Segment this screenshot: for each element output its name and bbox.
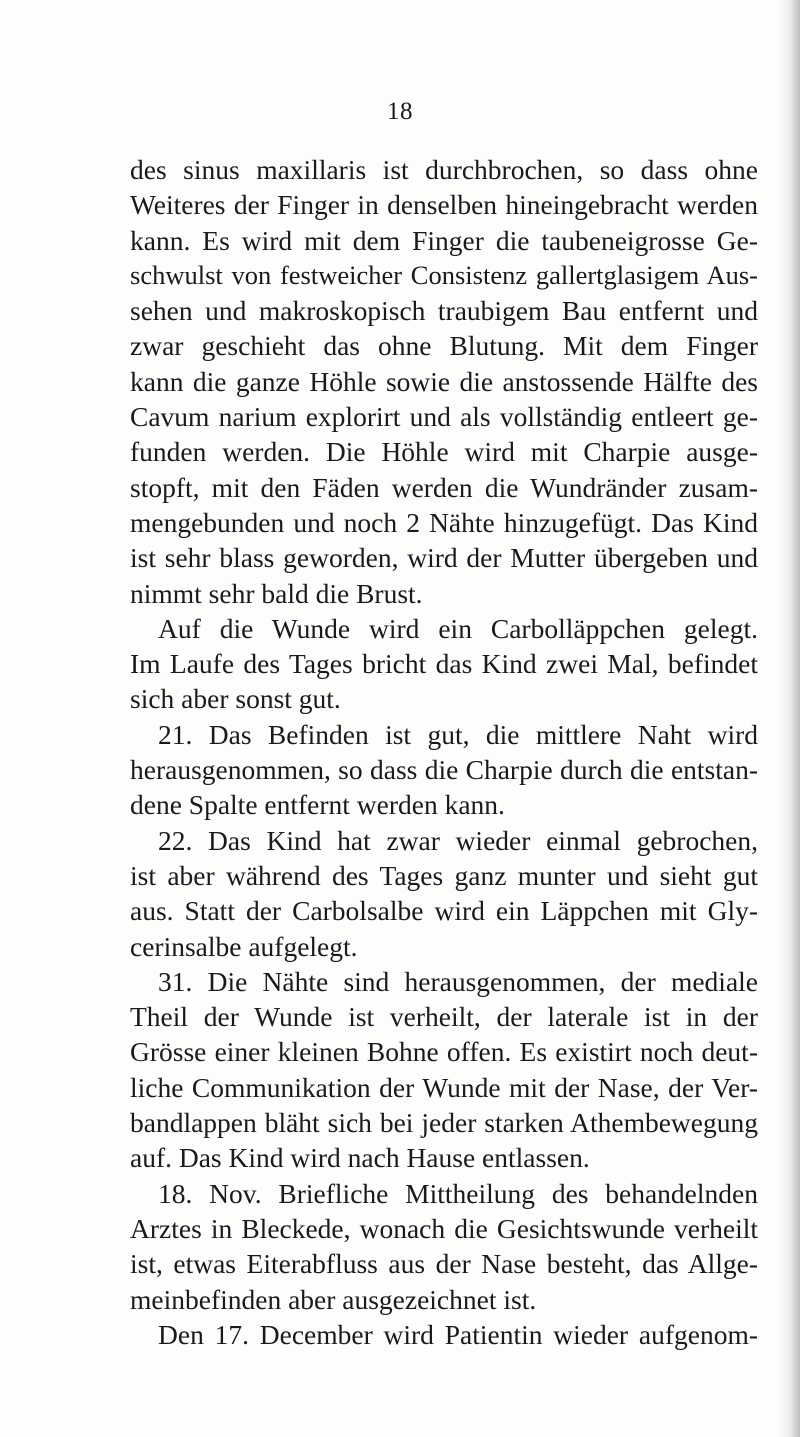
text-line: sich aber sonst gut. xyxy=(130,683,341,715)
text-line: meinbefinden aber ausgezeichnet ist. xyxy=(130,1283,537,1315)
text-line: Weiteres der Finger in denselben hineingebracht werden xyxy=(130,189,758,221)
text-line: bandlappen bläht sich bei jeder starken Athembewegung xyxy=(130,1107,758,1139)
text-line: ist sehr blass geworden, wird der Mutter übergeben und xyxy=(130,542,758,574)
text-line: Den 17. December wird Patientin wieder aufgenom- xyxy=(158,1318,758,1350)
text-line: Grösse einer kleinen Bohne offen. Es existirt noch deut- xyxy=(130,1036,758,1068)
text-line: des sinus maxillaris ist durchbrochen, so dass ohne xyxy=(130,154,758,185)
text-line: kann. Es wird mit dem Finger die taubeneigrosse Ge- xyxy=(130,224,758,256)
text-line: 21. Das Befinden ist gut, die mittlere Naht wird xyxy=(158,718,758,750)
text-line: sehen und makroskopisch traubigem Bau entfernt und xyxy=(130,295,758,327)
text-line: kann die ganze Höhle sowie die anstossende Hälfte des xyxy=(130,365,758,397)
text-line: schwulst von festweicher Consistenz gallertglasigem Aus- xyxy=(130,259,758,290)
text-line: Cavum narium explorirt und als vollständig entleert ge- xyxy=(130,401,758,433)
text-line: ist aber während des Tages ganz munter und sieht gut xyxy=(130,859,758,891)
page-number: 18 xyxy=(387,98,413,125)
text-line: mengebunden und noch 2 Nähte hinzugefügt. Das Kind xyxy=(130,506,758,538)
text-line: ist, etwas Eiterabfluss aus der Nase besteht, das Allge- xyxy=(130,1248,758,1280)
page-edge-shadow xyxy=(778,0,800,1437)
text-line: auf. Das Kind wird nach Hause entlassen. xyxy=(130,1142,590,1174)
text-line: nimmt sehr bald die Brust. xyxy=(130,577,423,609)
text-line: cerinsalbe aufgelegt. xyxy=(130,930,358,962)
text-line: funden werden. Die Höhle wird mit Charpie ausge- xyxy=(130,436,758,468)
text-line: 22. Das Kind hat zwar wieder einmal gebrochen, xyxy=(158,824,758,856)
text-line: stopft, mit den Fäden werden die Wundränder zusam- xyxy=(130,471,758,503)
text-line: dene Spalte entfernt werden kann. xyxy=(130,789,505,821)
body-text xyxy=(130,152,758,1352)
text-line: Theil der Wunde ist verheilt, der laterale ist in der xyxy=(130,1001,758,1033)
text-line: 18. Nov. Briefliche Mittheilung des behandelnden xyxy=(158,1177,758,1209)
text-line: Auf die Wunde wird ein Carbolläppchen gelegt. xyxy=(158,612,758,644)
text-line: liche Communikation der Wunde mit der Nase, der Ver- xyxy=(130,1071,758,1103)
text-line: Arztes in Bleckede, wonach die Gesichtswunde verheilt xyxy=(130,1212,758,1244)
text-line: zwar geschieht das ohne Blutung. Mit dem Finger xyxy=(130,330,758,362)
text-line: aus. Statt der Carbolsalbe wird ein Läppchen mit Gly- xyxy=(130,895,758,927)
text-line: 31. Die Nähte sind herausgenommen, der mediale xyxy=(158,965,758,997)
text-line: herausgenommen, so dass die Charpie durch die entstan- xyxy=(130,754,758,786)
text-line: Im Laufe des Tages bricht das Kind zwei Mal, befindet xyxy=(130,648,758,680)
